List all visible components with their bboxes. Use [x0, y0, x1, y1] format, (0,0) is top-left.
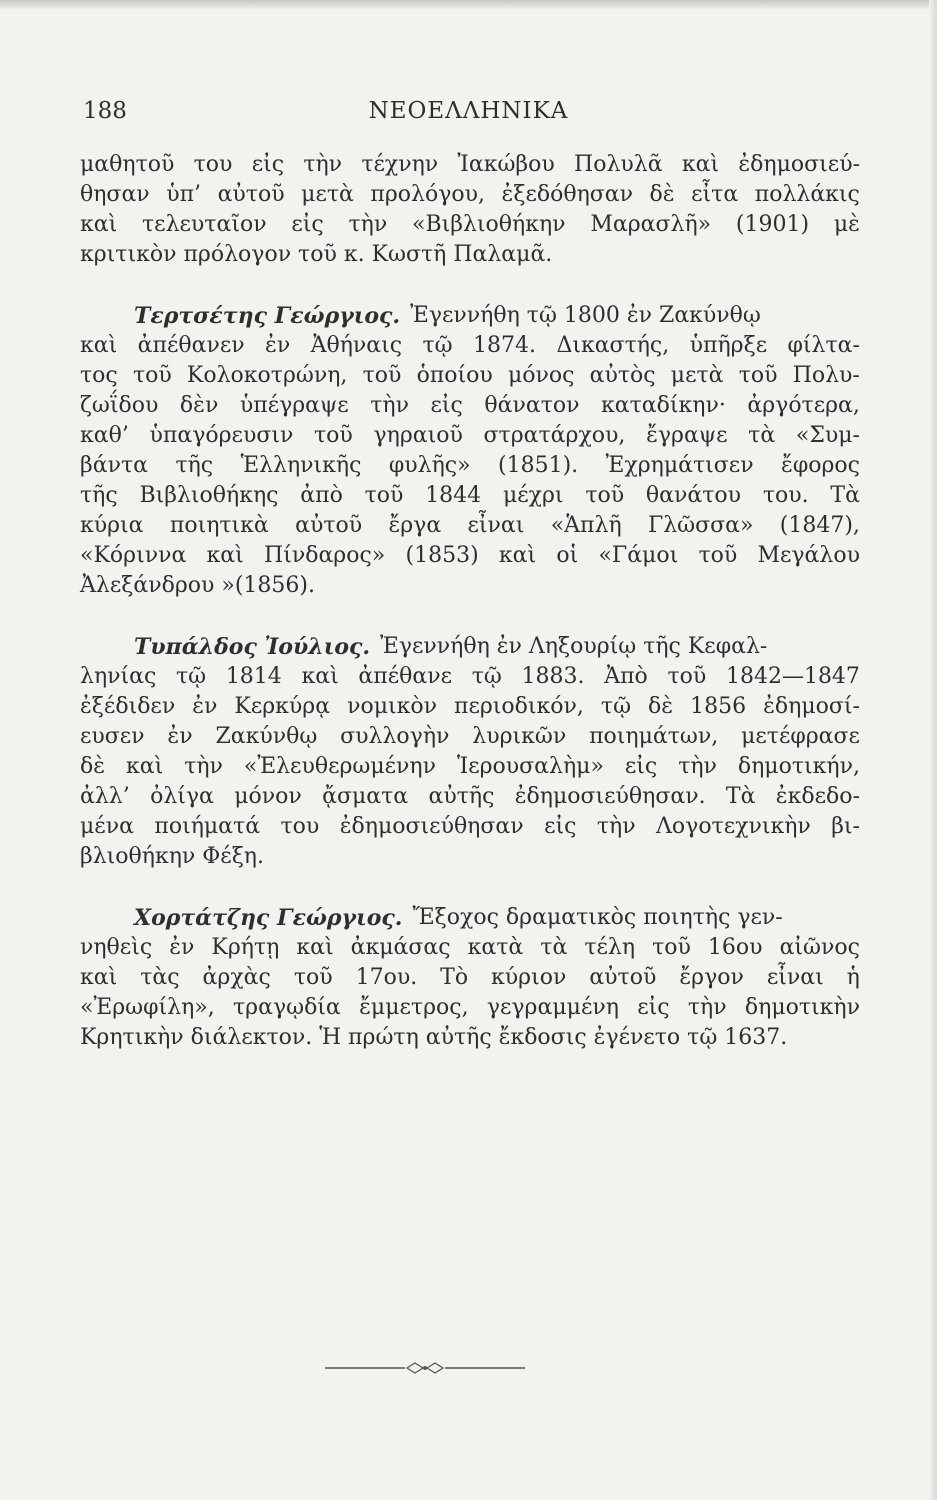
text-line: Ἀλεξάνδρου »(1856). — [80, 573, 315, 598]
text-line: βάντα τῆς Ἑλληνικῆς φυλῆς» (1851). Ἐχρημάτισεν ἔφορος — [80, 453, 860, 478]
text-line: ευσεν ἐν Ζακύνθῳ συλλογὴν λυρικῶν ποιημάτων, μετέφρασε — [80, 724, 860, 749]
text-line: «Κόριννα καὶ Πίνδαρος» (1853) καὶ οἱ «Γάμοι τοῦ Μεγάλου — [80, 543, 860, 568]
text-line: κριτικὸν πρόλογον τοῦ κ. Κωστῆ Παλαμᾶ. — [80, 242, 553, 267]
text-line: τῆς Βιβλιοθήκης ἀπὸ τοῦ 1844 μέχρι τοῦ θανάτου του. Τὰ — [80, 483, 860, 508]
entry-first-line — [80, 301, 860, 331]
text-line: ζωΐδου δὲν ὑπέγραψε τὴν εἰς θάνατον καταδίκην· ἀργότερα, — [80, 393, 860, 418]
text-line: «Ἐρωφίλη», τραγῳδία ἔμμετρος, γεγραμμένη εἰς τὴν δημοτικὴν — [80, 995, 860, 1020]
entry-first-line-text: Ἐγεννήθη ἐν Ληξουρίῳ τῆς Κεφαλ- — [380, 634, 768, 659]
body-text — [80, 150, 860, 1053]
text-line: ἐξέδιδεν ἐν Κερκύρᾳ νομικὸν περιοδικόν, τῷ δὲ 1856 ἐδημοσί- — [80, 694, 860, 719]
entry-name: Χορτάτζης Γεώργιος. — [134, 905, 403, 931]
text-line: νηθεὶς ἐν Κρήτῃ καὶ ἀκμάσας κατὰ τὰ τέλη τοῦ 16ου αἰῶνος — [80, 935, 860, 960]
entry-first-line — [80, 632, 860, 662]
end-ornament-icon — [325, 1361, 525, 1375]
text-line: δὲ καὶ τὴν «Ἐλευθερωμένην Ἱερουσαλὴμ» εἰς τὴν δημοτικήν, — [80, 754, 860, 779]
text-line: βλιοθήκην Φέξη. — [80, 844, 264, 869]
text-line: τος τοῦ Κολοκοτρώνη, τοῦ ὁποίου μόνος αὐτὸς μετὰ τοῦ Πολυ- — [80, 363, 860, 388]
text-line: μένα ποιήματά του ἐδημοσιεύθησαν εἰς τὴν Λογοτεχνικὴν βι- — [80, 814, 860, 839]
entry-tertsetis — [80, 301, 860, 601]
text-line: ἀλλ’ ὀλίγα μόνον ᾄσματα αὐτῆς ἐδημοσιεύθησαν. Τὰ ἐκδεδο- — [80, 784, 860, 809]
entry-first-line-text: Ἐγεννήθη τῷ 1800 ἐν Ζακύνθῳ — [410, 303, 761, 328]
text-line: καὶ τὰς ἀρχὰς τοῦ 17ου. Τὸ κύριον αὐτοῦ ἔργον εἶναι ἡ — [80, 965, 860, 990]
entry-first-line-text: Ἔξοχος δραματικὸς ποιητὴς γεν- — [412, 905, 783, 930]
page-header — [0, 98, 937, 138]
paragraph-continuation — [80, 150, 860, 270]
text-line: καθ’ ὑπαγόρευσιν τοῦ γηραιοῦ στρατάρχου, ἔγραψε τὰ «Συμ- — [80, 423, 860, 448]
text-line: καὶ τελευταῖον εἰς τὴν «Βιβλιοθήκην Μαρασλῆ» (1901) μὲ — [80, 212, 860, 237]
text-line: καὶ ἀπέθανεν ἐν Ἀθήναις τῷ 1874. Δικαστής, ὑπῆρξε φίλτα- — [80, 333, 860, 358]
entry-first-line — [80, 903, 860, 933]
page-right-shadow — [929, 0, 937, 1500]
entry-name: Τερτσέτης Γεώργιος. — [134, 303, 401, 329]
entry-chortatzis — [80, 903, 860, 1053]
text-line: θησαν ὑπ’ αὐτοῦ μετὰ προλόγου, ἐξεδόθησαν δὲ εἶτα πολλάκις — [80, 182, 860, 207]
page-top-shadow — [0, 0, 937, 10]
page-number: 188 — [83, 98, 127, 124]
text-line: κύρια ποιητικὰ αὐτοῦ ἔργα εἶναι «Ἁπλῆ Γλῶσσα» (1847), — [80, 513, 860, 538]
entry-name: Τυπάλδος Ἰούλιος. — [134, 634, 371, 660]
text-line: ληνίας τῷ 1814 καὶ ἀπέθανε τῷ 1883. Ἀπὸ τοῦ 1842—1847 — [80, 664, 860, 689]
text-line: Κρητικὴν διάλεκτον. Ἡ πρώτη αὐτῆς ἔκδοσις ἐγένετο τῷ 1637. — [80, 1025, 788, 1050]
entry-typaldos — [80, 632, 860, 872]
text-line: μαθητοῦ του εἰς τὴν τέχνην Ἰακώβου Πολυλᾶ καὶ ἐδημοσιεύ- — [80, 152, 860, 177]
running-title: ΝΕΟΕΛΛΗΝΙΚΑ — [368, 98, 569, 124]
